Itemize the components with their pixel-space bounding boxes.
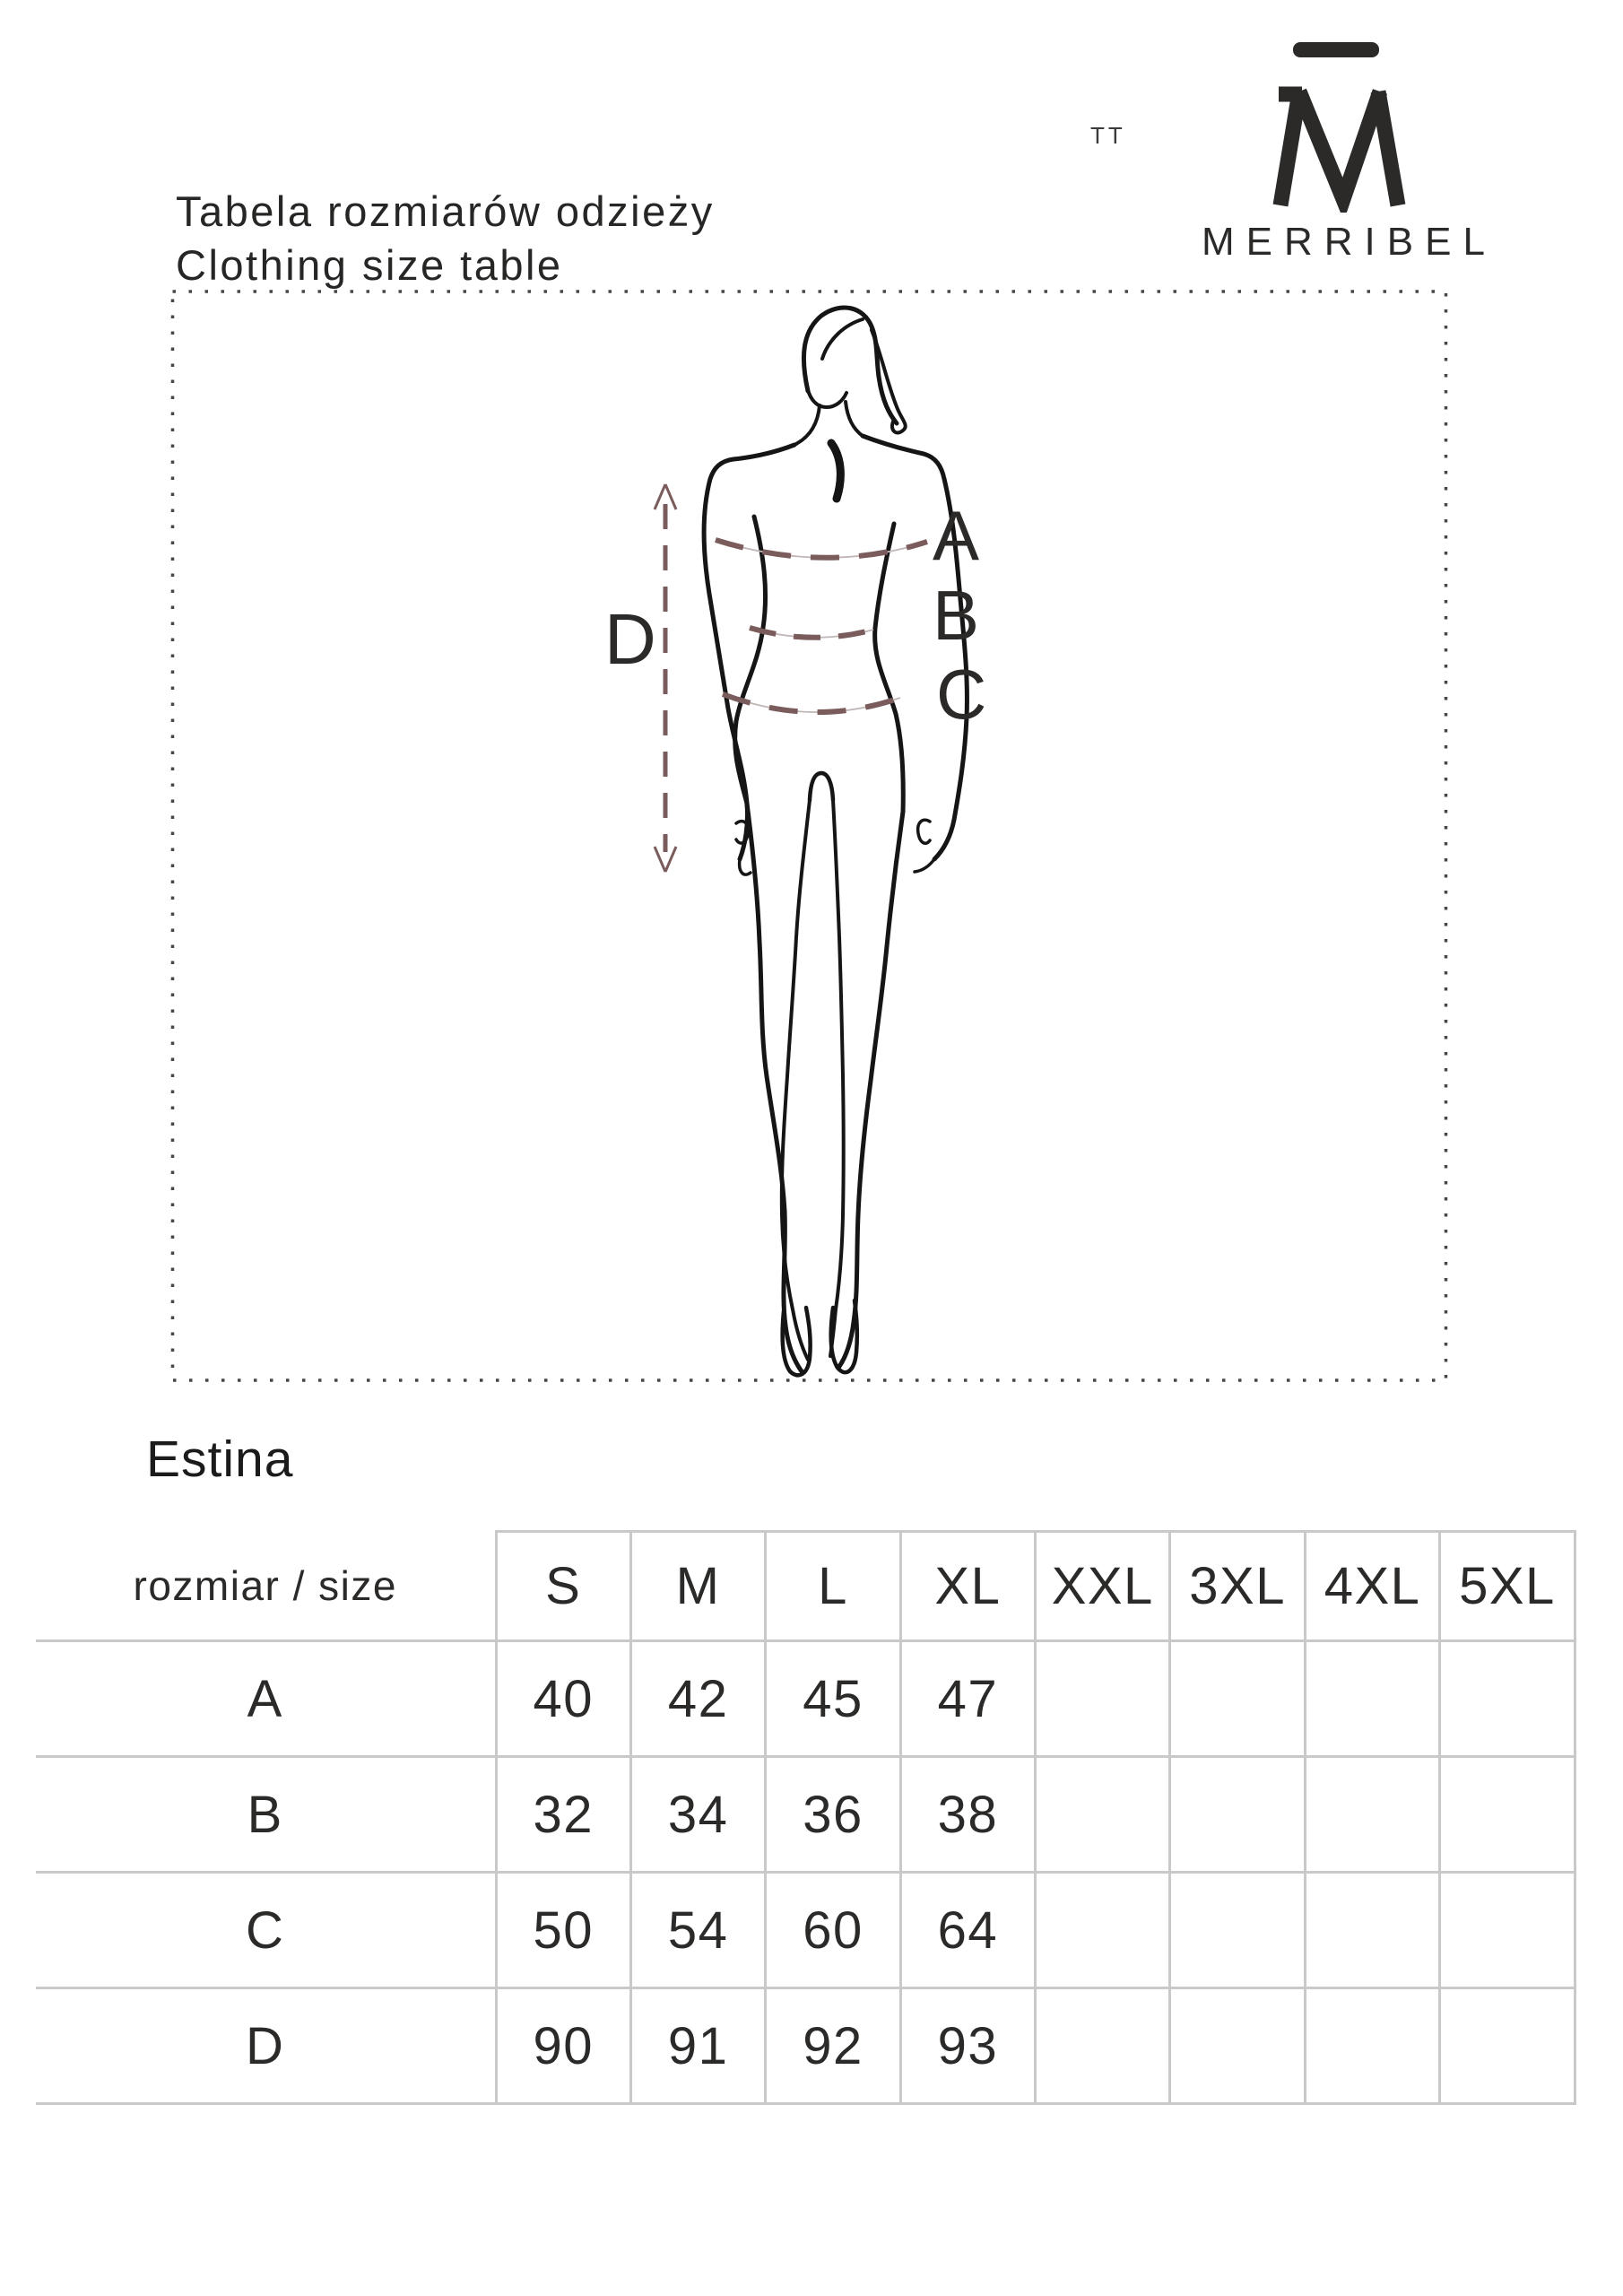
column-header-3xl: 3XL xyxy=(1170,1532,1305,1641)
cell-a-xxl xyxy=(1036,1641,1170,1757)
cell-c-m: 54 xyxy=(630,1873,765,1988)
cell-d-m: 91 xyxy=(630,1988,765,2104)
row-label-b: B xyxy=(36,1757,496,1873)
cell-a-3xl xyxy=(1170,1641,1305,1757)
size-table xyxy=(36,1530,1576,2105)
column-header-m: M xyxy=(630,1532,765,1641)
cell-a-m: 42 xyxy=(630,1641,765,1757)
title-line-en: Clothing size table xyxy=(176,241,563,290)
body-sketch xyxy=(704,308,967,1375)
cell-d-5xl xyxy=(1440,1988,1575,2104)
cell-a-4xl xyxy=(1305,1641,1439,1757)
product-name: Estina xyxy=(146,1431,294,1488)
column-header-l: L xyxy=(766,1532,900,1641)
cell-c-5xl xyxy=(1440,1873,1575,1988)
cell-c-4xl xyxy=(1305,1873,1439,1988)
cell-b-3xl xyxy=(1170,1757,1305,1873)
column-header-4xl: 4XL xyxy=(1305,1532,1439,1641)
bust-line xyxy=(716,540,927,558)
cell-c-s: 50 xyxy=(496,1873,630,1988)
row-label-c: C xyxy=(36,1873,496,1988)
column-header-s: S xyxy=(496,1532,630,1641)
table-row-d xyxy=(36,1988,1575,2104)
cell-b-s: 32 xyxy=(496,1757,630,1873)
cell-a-l: 45 xyxy=(766,1641,900,1757)
cell-c-xxl xyxy=(1036,1873,1170,1988)
tt-label: TT xyxy=(1090,122,1126,149)
corner-label: rozmiar / size xyxy=(36,1532,496,1641)
measure-lines xyxy=(716,540,927,712)
height-arrow xyxy=(655,484,676,872)
column-header-xl: XL xyxy=(900,1532,1035,1641)
table-row-c xyxy=(36,1873,1575,1988)
cell-d-l: 92 xyxy=(766,1988,900,2104)
page-title xyxy=(176,185,715,292)
label-hips: C xyxy=(936,655,987,734)
row-label-a: A xyxy=(36,1641,496,1757)
cell-c-3xl xyxy=(1170,1873,1305,1988)
cell-c-l: 60 xyxy=(766,1873,900,1988)
cell-d-s: 90 xyxy=(496,1988,630,2104)
cell-d-3xl xyxy=(1170,1988,1305,2104)
waist-line xyxy=(750,628,873,638)
cell-a-5xl xyxy=(1440,1641,1575,1757)
title-line-pl: Tabela rozmiarów odzieży xyxy=(176,187,715,235)
cell-b-m: 34 xyxy=(630,1757,765,1873)
table-row-b xyxy=(36,1757,1575,1873)
label-bust: A xyxy=(933,496,980,575)
dotted-frame xyxy=(173,291,1446,1380)
label-height: D xyxy=(604,599,656,679)
cell-b-4xl xyxy=(1305,1757,1439,1873)
cell-b-xl: 38 xyxy=(900,1757,1035,1873)
hips-line xyxy=(723,694,900,712)
column-header-5xl: 5XL xyxy=(1440,1532,1575,1641)
cell-a-s: 40 xyxy=(496,1641,630,1757)
column-header-xxl: XXL xyxy=(1036,1532,1170,1641)
cell-b-l: 36 xyxy=(766,1757,900,1873)
cell-d-4xl xyxy=(1305,1988,1439,2104)
row-label-d: D xyxy=(36,1988,496,2104)
table-row-a xyxy=(36,1641,1575,1757)
label-waist: B xyxy=(933,576,980,655)
cell-d-xl: 93 xyxy=(900,1988,1035,2104)
brand-logo xyxy=(1202,40,1497,265)
cell-b-xxl xyxy=(1036,1757,1170,1873)
cell-c-xl: 64 xyxy=(900,1873,1035,1988)
cell-b-5xl xyxy=(1440,1757,1575,1873)
brand-name: MERRIBEL xyxy=(1202,220,1497,264)
table-header-row xyxy=(36,1532,1575,1641)
cell-d-xxl xyxy=(1036,1988,1170,2104)
cell-a-xl: 47 xyxy=(900,1641,1035,1757)
brand-m-icon xyxy=(1259,40,1413,213)
